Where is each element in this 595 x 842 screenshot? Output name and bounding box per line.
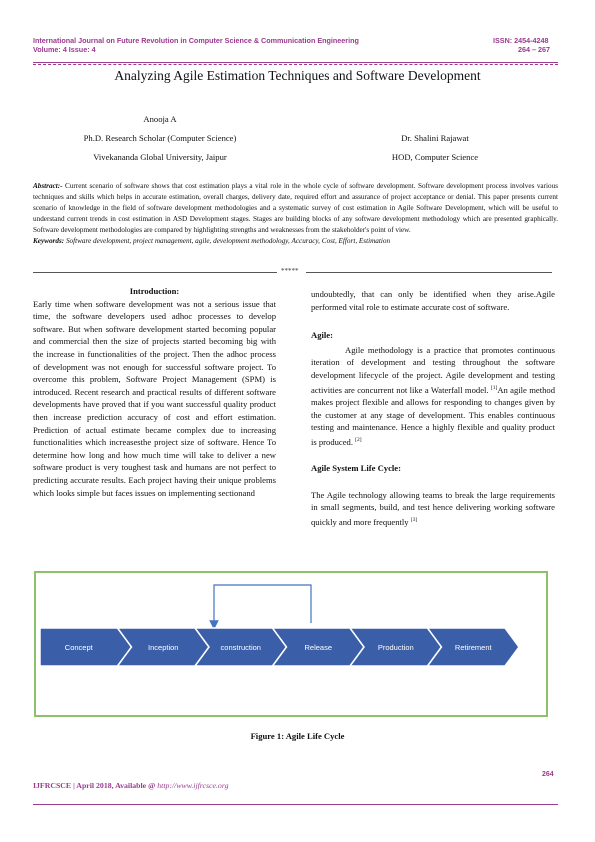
ref-2: [2] [355,436,362,443]
stage-label-release: Release [304,643,333,652]
footer-url[interactable]: http://www.ijfrcsce.org [157,781,229,790]
journal-name: International Journal on Future Revolution in Computer Science & Communication Engineering [33,36,359,45]
page-range: 264 – 267 [518,45,550,54]
author1-role: Ph.D. Research Scholar (Computer Science) [83,133,237,143]
page-number: 264 [542,771,554,778]
figure-caption: Figure 1: Agile Life Cycle [250,731,345,741]
lifecycle-paragraph [311,489,555,529]
stage-label-construction: construction [220,643,261,652]
abstract-label: Abstract:- [33,182,63,190]
author1-affiliation: Vivekananda Global University, Jaipur [93,152,227,162]
author2-name: Dr. Shalini Rajawat [401,133,469,143]
ref-1: [1] [490,384,498,391]
introduction-body: Early time when software development was not a serious issue that time, the software developers used adhoc processes to develop software. But when software development started becoming popular and commercial then the size of projects started becoming big with the increase in functionalities of the project. Then the adhoc process of development was not enough for successful software project. To overcome this problem, Software Project Management (SPM) is introduced. Recent research and practical results of different software developments have proved that if you want successful quality product then increase prediction accuracy of cost and effort estimation. Prediction of actual estimate became complex due to increasing functionalities which increasesthe project size of software. Hence To determine how long and how much time will take to deliver a new software product is very toughest task and humans are not perfect to predicting accurate results. Each project having their unique problems which looks simple but faces issues on implementing sectionand [33,298,276,498]
header-rule-dashed [33,64,558,65]
continued-text: undoubtedly, that can only be identified when they arise.Agile performed vital role to estimate accurate cost of software. [311,289,555,312]
abstract-text: Current scenario of software shows that cost estimation plays a vital role in the whole cycle of software development. Software development process involves various techniques and skills which helps in accurate estimation, overall charges, delivery date, required effort and assurance of project acceptance or denial. This paper presents current scenario of knowledge in the field of software development methodologies and a systematic survey of cost estimation in Agile Software Development, which will be useful to understand current trends in cost estimation in ASD Development stages. Stages are building blocks of any software development methodology which are presented graphically. Software development methodologies are compared by highlighting strengths and weaknesses from the stakeholder's point of view. [33,182,558,234]
separator-stars: ***** [281,267,299,275]
right-column [311,288,555,528]
lifecycle-text: The Agile technology allowing teams to break the large requirements in small segments, build, and test hence delivering working software quickly and more frequently [311,489,555,527]
issn: ISSN: 2454-4248 [493,36,549,45]
agile-text-2: An agile method makes project flexible and allows for responding to changes given by the customer at any stage of development. This enables continuous testing and maintenance. Hence a highly flexible and quality product is produced. [311,384,555,447]
agile-paragraph [311,344,555,448]
header-rule [33,62,558,63]
footer-brand: IJFRCSCE | April 2018, Available @ [33,781,158,790]
author2-role: HOD, Computer Science [391,152,479,162]
separator-left [33,272,277,273]
stage-label-inception: Inception [148,643,179,652]
author1-name: Anooja A [143,114,177,124]
volume-issue: Volume: 4 Issue: 4 [33,45,96,54]
figure-agile-life-cycle [34,571,548,717]
agile-text-1: Agile methodology is a practice that promotes continuous iteration of development and testing throughout the software development lifecycle of the project. Agile development and testing activities are concurrent not like a Waterfall model. [311,344,555,395]
ref-3: [3] [410,517,418,524]
lifecycle-heading: Agile System Life Cycle: [311,463,401,474]
left-column [33,285,276,499]
stage-label-production: Production [377,643,414,652]
introduction-heading: Introduction: [129,286,180,296]
footer-rule [33,804,558,805]
separator-right [306,272,552,273]
iteration-arrow [214,585,311,625]
stage-label-concept: Concept [64,643,93,652]
keywords-text: Software development, project management, agile, development methodology, Accuracy, Cost, Effort, Estimation [64,236,391,245]
paper-title: Analyzing Agile Estimation Techniques and Software Development [114,68,481,83]
footer-text [33,781,228,790]
agile-heading: Agile: [311,330,333,341]
stage-label-retirement: Retirement [454,643,492,652]
keywords-label: Keywords: [33,236,65,245]
agile-cycle-diagram [36,573,546,715]
abstract-block [33,181,558,246]
